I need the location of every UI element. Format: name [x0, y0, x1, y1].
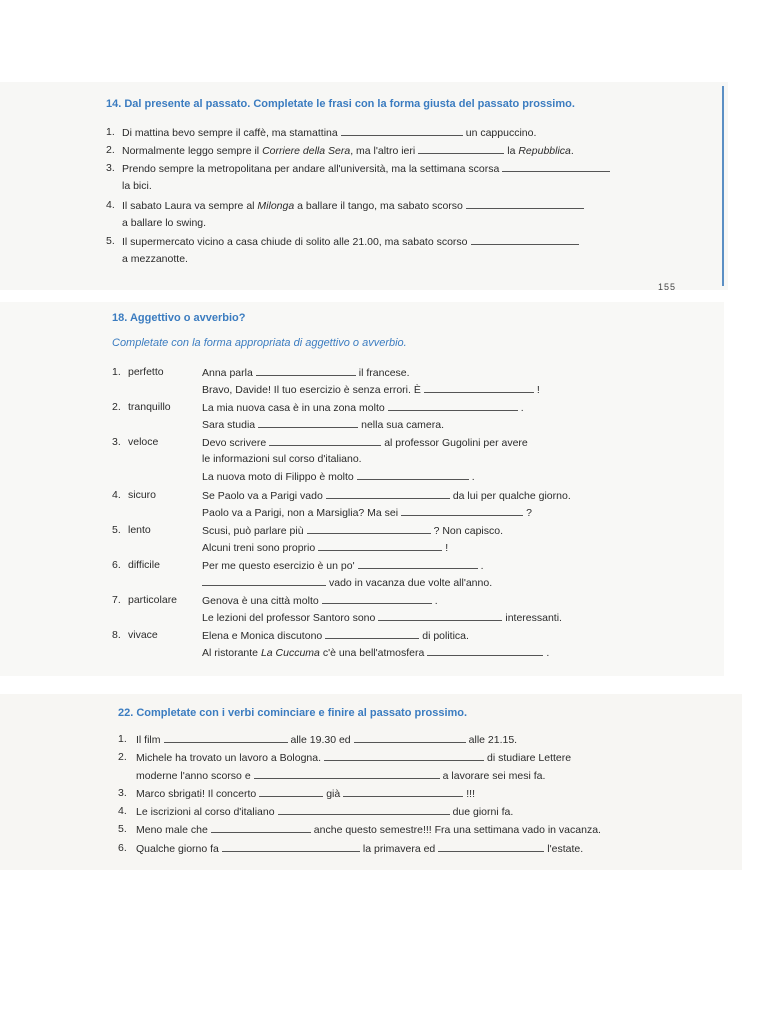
item-word: tranquillo	[128, 401, 171, 413]
exercise-14-item-5: Il supermercato vicino a casa chiude di solito alle 21.00, ma sabato scorso	[122, 235, 582, 248]
item-number: 4.	[118, 805, 127, 817]
page-edge-line	[722, 86, 724, 286]
item-word: particolare	[128, 594, 178, 606]
exercise-22-item-5: Meno male che anche questo semestre!!! Fra una settimana vado in vacanza.	[136, 824, 601, 836]
item-number: 8.	[112, 629, 121, 641]
exercise-18-line: Devo scrivere al professor Gugolini per avere	[202, 437, 528, 449]
exercise-18-line: Elena e Monica discutono di politica.	[202, 630, 469, 642]
exercise-14-item-3-cont: la bici.	[122, 180, 152, 192]
exercise-18-line: Al ristorante La Cuccuma c'è una bell'atmosfera .	[202, 647, 550, 659]
exercise-18-line: Scusi, può parlare più ? Non capisco.	[202, 525, 504, 537]
exercise-22-item-6: Qualche giorno fa la primavera ed l'estate.	[136, 843, 584, 855]
item-number: 4.	[106, 199, 115, 211]
exercise-18-line: Per me questo esercizio è un po' .	[202, 560, 484, 572]
exercise-14-item-3: Prendo sempre la metropolitana per andare all'università, ma la settimana scorsa	[122, 162, 613, 175]
exercise-18-line: Le lezioni del professor Santoro sono interessanti.	[202, 612, 562, 624]
exercise-22-item-2-cont: moderne l'anno scorso e a lavorare sei mesi fa.	[136, 770, 546, 782]
exercise-14-title: 14. Dal presente al passato. Completate le frasi con la forma giusta del passato prossimo.	[106, 98, 575, 110]
exercise-22-title: 22. Completate con i verbi cominciare e finire al passato prossimo.	[118, 707, 468, 719]
item-number: 3.	[112, 436, 121, 448]
item-number: 1.	[112, 366, 121, 378]
item-number: 4.	[112, 489, 121, 501]
exercise-18-line: Sara studia nella sua camera.	[202, 419, 445, 431]
item-number: 6.	[112, 559, 121, 571]
item-word: lento	[128, 524, 151, 536]
exercise-14-item-4-cont: a ballare lo swing.	[122, 217, 207, 229]
exercise-18-title: 18. Aggettivo o avverbio?	[112, 312, 246, 324]
item-number: 2.	[118, 751, 127, 763]
exercise-18-line: Se Paolo va a Parigi vado da lui per qualche giorno.	[202, 490, 571, 502]
item-word: perfetto	[128, 366, 164, 378]
exercise-18-line: Genova è una città molto .	[202, 595, 438, 607]
exercise-18-line: Alcuni treni sono proprio !	[202, 542, 449, 554]
exercise-14-item-5-cont: a mezzanotte.	[122, 253, 188, 265]
item-number: 2.	[112, 401, 121, 413]
item-number: 5.	[106, 235, 115, 247]
exercise-18-line: Anna parla il francese.	[202, 367, 410, 379]
item-number: 5.	[112, 524, 121, 536]
page-number-fragment: 155	[658, 282, 677, 292]
item-number: 5.	[118, 823, 127, 835]
item-word: sicuro	[128, 489, 157, 501]
exercise-18-line: Paolo va a Parigi, non a Marsiglia? Ma sei ?	[202, 507, 532, 519]
exercise-18-line: le informazioni sul corso d'italiano.	[202, 453, 362, 465]
exercise-14-item-1: Di mattina bevo sempre il caffè, ma stamattina un cappuccino.	[122, 127, 537, 139]
item-number: 7.	[112, 594, 121, 606]
exercise-14-item-2: Normalmente leggo sempre il Corriere della Sera, ma l'altro ieri la Repubblica.	[122, 145, 574, 157]
item-number: 1.	[118, 733, 127, 745]
scan-section-14	[0, 82, 728, 290]
item-number: 6.	[118, 842, 127, 854]
item-number: 2.	[106, 144, 115, 156]
item-number: 1.	[106, 126, 115, 138]
exercise-22-item-1: Il film alle 19.30 ed alle 21.15.	[136, 734, 518, 746]
exercise-22-item-4: Le iscrizioni al corso d'italiano due giorni fa.	[136, 806, 514, 818]
item-number: 3.	[118, 787, 127, 799]
exercise-18-line: Bravo, Davide! Il tuo esercizio è senza errori. È !	[202, 384, 540, 396]
exercise-18-instructions: Completate con la forma appropriata di aggettivo o avverbio.	[112, 337, 407, 349]
exercise-18-line: La mia nuova casa è in una zona molto .	[202, 402, 524, 414]
item-word: vivace	[128, 629, 158, 641]
exercise-22-item-2: Michele ha trovato un lavoro a Bologna. di studiare Lettere	[136, 752, 572, 764]
item-word: difficile	[128, 559, 160, 571]
item-word: veloce	[128, 436, 159, 448]
exercise-18-line: vado in vacanza due volte all'anno.	[202, 576, 492, 589]
exercise-14-item-4: Il sabato Laura va sempre al Milonga a ballare il tango, ma sabato scorso	[122, 199, 587, 212]
item-number: 3.	[106, 162, 115, 174]
exercise-22-item-3: Marco sbrigati! Il concerto già !!!	[136, 788, 475, 800]
exercise-18-line: La nuova moto di Filippo è molto .	[202, 471, 475, 483]
